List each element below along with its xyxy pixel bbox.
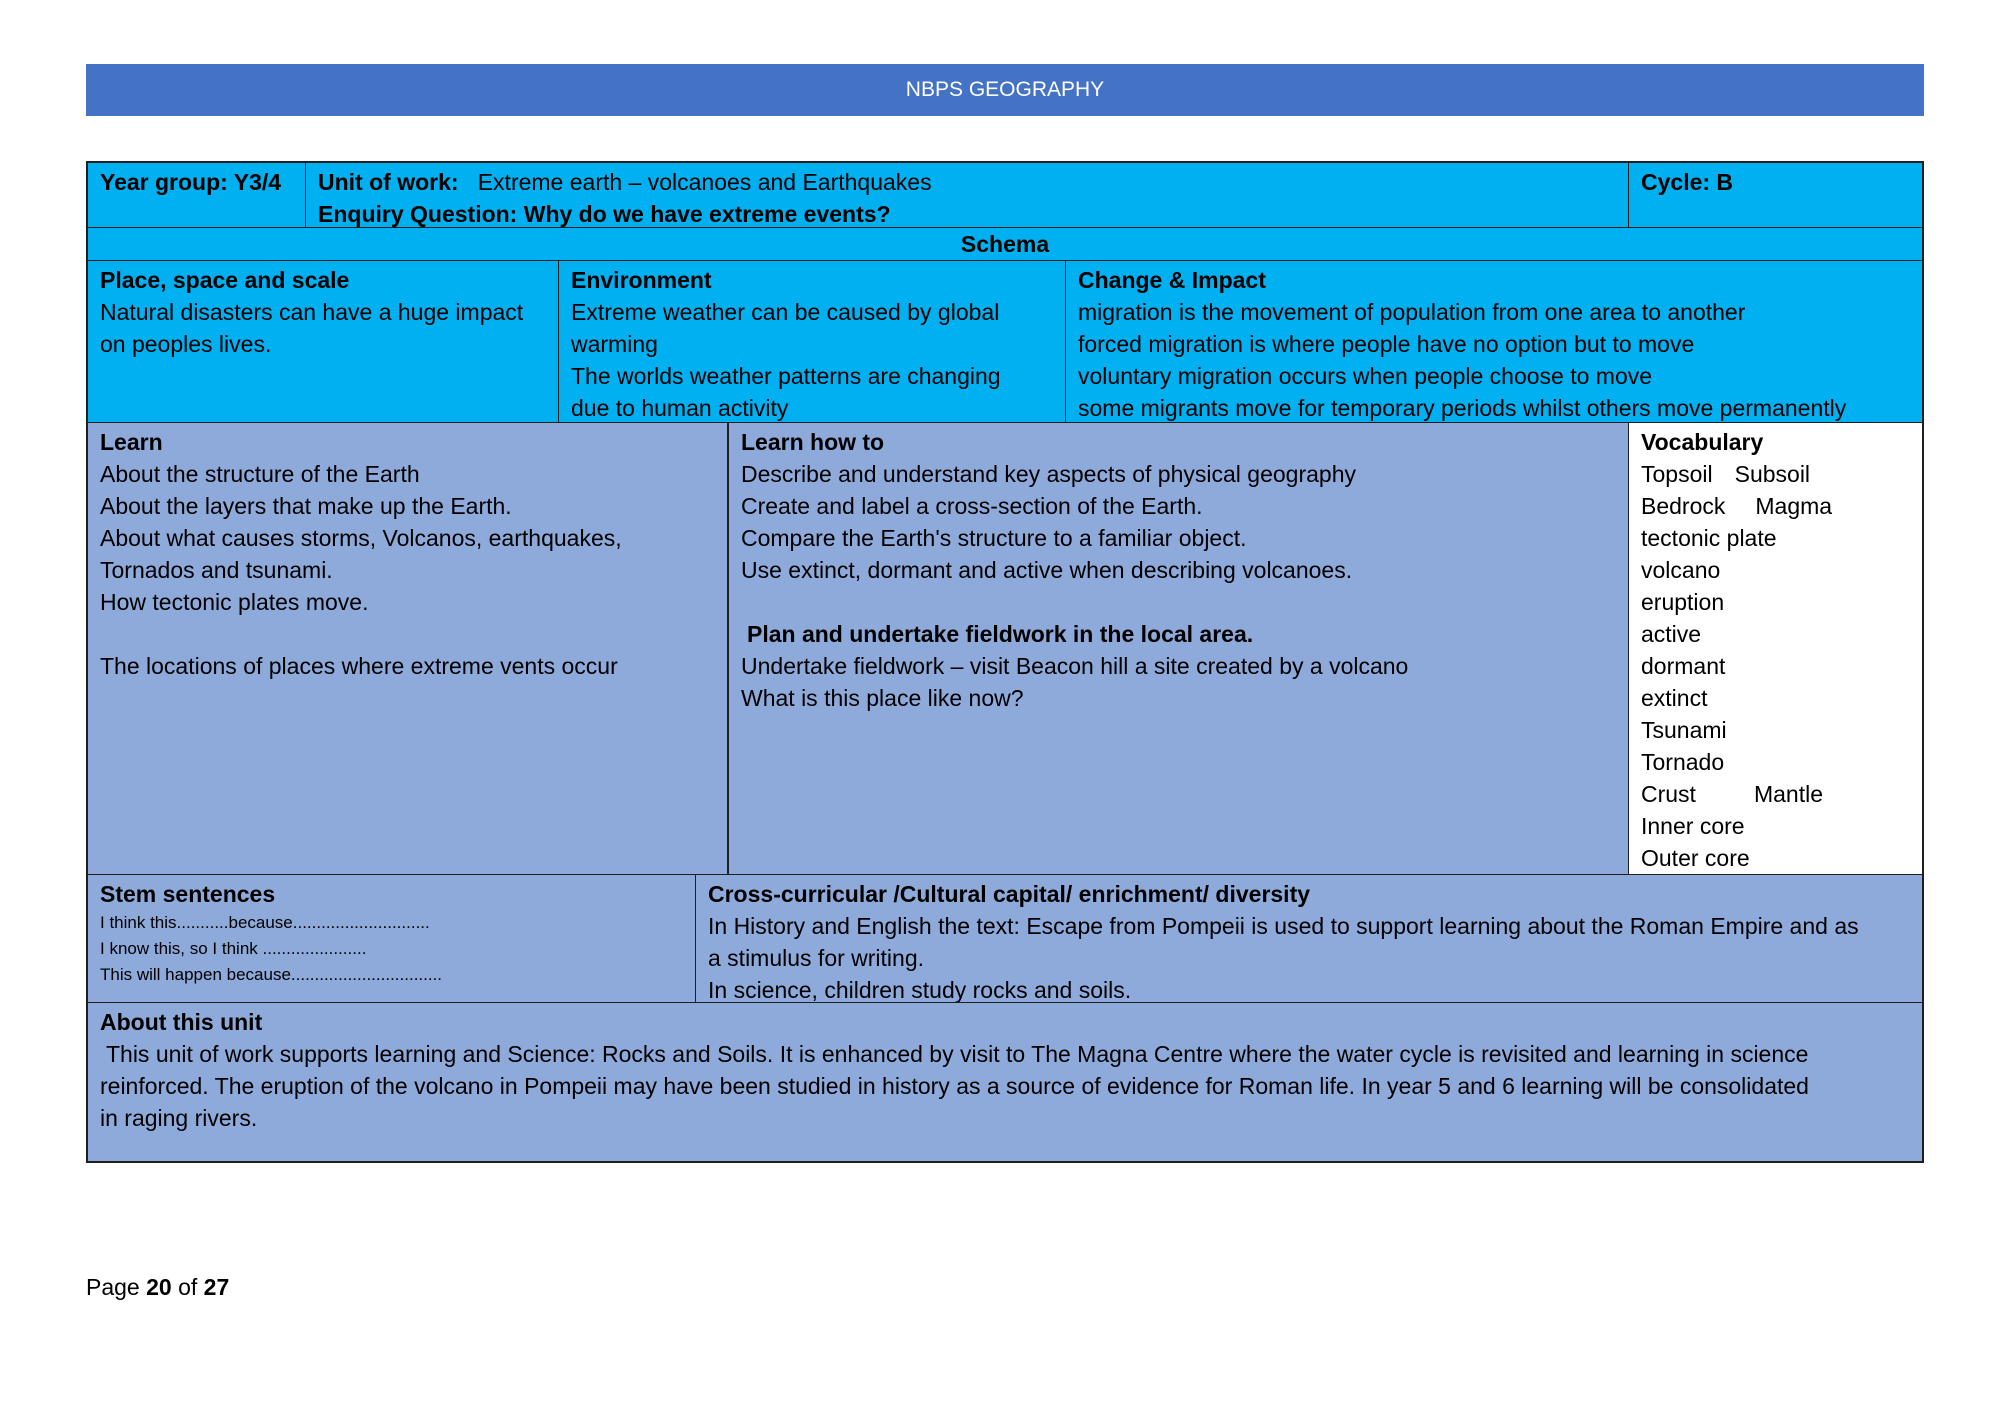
environment-cell: [559, 261, 1066, 422]
vocab-word: dormant: [1641, 653, 1726, 679]
page-prefix: Page: [86, 1274, 140, 1300]
vocab-word: Subsoil: [1734, 461, 1811, 487]
vocab-word: Crust: [1641, 781, 1696, 807]
change-line: migration is the movement of population from one area to another: [1078, 299, 1746, 325]
learn-line: About the layers that make up the Earth.: [100, 493, 512, 519]
vocab-word: Bedrock: [1641, 493, 1726, 519]
environment-line: The worlds weather patterns are changing: [571, 363, 1001, 389]
vocab-word: Outer core: [1641, 845, 1750, 871]
cross-heading: Cross-curricular /Cultural capital/ enrichment/ diversity: [708, 881, 1311, 907]
fieldwork-line: Undertake fieldwork – visit Beacon hill a site created by a volcano: [741, 653, 1409, 679]
environment-line: due to human activity: [571, 395, 789, 421]
vocab-word: extinct: [1641, 685, 1708, 711]
environment-heading: Environment: [571, 267, 712, 293]
cycle-cell: Cycle: B: [1641, 169, 1734, 195]
learn-line: About the structure of the Earth: [100, 461, 420, 487]
vocabulary-heading: Vocabulary: [1641, 429, 1764, 455]
environment-line: warming: [571, 331, 658, 357]
stem-cross-row: [88, 875, 1922, 1003]
fieldwork-line: What is this place like now?: [741, 685, 1024, 711]
cross-curricular-cell: [696, 875, 1922, 1002]
place-line: Natural disasters can have a huge impact: [100, 299, 524, 325]
learn-line: About what causes storms, Volcanos, earthquakes,: [100, 525, 622, 551]
document-title: NBPS GEOGRAPHY: [905, 78, 1105, 101]
stem-line: I know this, so I think ......................: [100, 939, 367, 958]
learn-line: The locations of places where extreme vents occur: [100, 653, 618, 679]
vocab-word: Mantle: [1753, 781, 1823, 807]
vocab-word: Tsunami: [1641, 717, 1727, 743]
cross-line: In science, children study rocks and soils.: [708, 977, 1132, 1002]
schema-heading: Schema: [960, 231, 1050, 257]
schema-row: [88, 228, 1922, 261]
year-group-cell: Year group: Y3/4: [88, 163, 306, 227]
fieldwork-heading: Plan and undertake fieldwork in the local area.: [747, 621, 1254, 647]
about-row: [88, 1003, 1922, 1161]
stem-heading: Stem sentences: [100, 881, 276, 907]
vocab-word: eruption: [1641, 589, 1725, 615]
stem-line: This will happen because................................: [100, 965, 443, 984]
page-number-footer: [86, 1274, 229, 1301]
schema-content-row: [88, 261, 1922, 423]
change-impact-cell: [1066, 261, 1922, 422]
place-space-scale-cell: [88, 261, 559, 422]
about-unit-cell: [88, 1003, 1922, 1161]
learn-heading: Learn: [100, 429, 163, 455]
vocab-word: Magma: [1755, 493, 1833, 519]
about-line: This unit of work supports learning and Science: Rocks and Soils. It is enhanced by visit to The Magna Centre where the water cycle is revisited and learning in science: [100, 1041, 1809, 1067]
change-line: voluntary migration occurs when people choose to move: [1078, 363, 1653, 389]
learn-cell: [88, 423, 729, 874]
vocab-word: Tornado: [1641, 749, 1725, 775]
learn-how-line: Compare the Earth's structure to a familiar object.: [741, 525, 1247, 551]
enquiry-question: Enquiry Question: Why do we have extreme events?: [318, 201, 891, 227]
change-line: forced migration is where people have no option but to move: [1078, 331, 1695, 357]
about-line: reinforced. The eruption of the volcano in Pompeii may have been studied in history as a source of evidence for Roman life. In year 5 and 6 learning will be consolidated: [100, 1073, 1809, 1099]
vocab-word: active: [1641, 621, 1702, 647]
learning-row: [88, 423, 1922, 875]
vocab-word: Topsoil: [1641, 461, 1713, 487]
unit-info-row: [88, 163, 1922, 228]
about-line: in raging rivers.: [100, 1105, 258, 1131]
stem-sentences-cell: [88, 875, 696, 1002]
learn-how-line: Create and label a cross-section of the Earth.: [741, 493, 1203, 519]
environment-line: Extreme weather can be caused by global: [571, 299, 1000, 325]
change-heading: Change & Impact: [1078, 267, 1266, 293]
change-line: some migrants move for temporary periods whilst others move permanently: [1078, 395, 1847, 421]
learn-how-heading: Learn how to: [741, 429, 885, 455]
stem-line: I think this...........because.............................: [100, 913, 430, 932]
learn-line: How tectonic plates move.: [100, 589, 369, 615]
place-heading: Place, space and scale: [100, 267, 350, 293]
vocab-word: tectonic plate: [1641, 525, 1777, 551]
learn-how-to-cell: [729, 423, 1629, 874]
learn-how-line: Use extinct, dormant and active when describing volcanoes.: [741, 557, 1353, 583]
total-pages: 27: [203, 1274, 230, 1300]
place-line: on peoples lives.: [100, 331, 272, 357]
unit-label: Unit of work:: [318, 169, 459, 195]
learn-line: Tornados and tsunami.: [100, 557, 333, 583]
unit-value: Extreme earth – volcanoes and Earthquakes: [477, 169, 932, 195]
cross-line: In History and English the text: Escape from Pompeii is used to support learning about the Roman Empire and as: [708, 913, 1859, 939]
current-page: 20: [146, 1274, 172, 1300]
vocab-word: Inner core: [1641, 813, 1745, 839]
vocab-word: volcano: [1641, 557, 1721, 583]
about-heading: About this unit: [100, 1009, 263, 1035]
cross-line: a stimulus for writing.: [708, 945, 925, 971]
learn-how-line: Describe and understand key aspects of physical geography: [741, 461, 1356, 487]
unit-plan-table: [86, 161, 1924, 1163]
document-header-banner: [86, 64, 1924, 116]
unit-of-work-cell: [306, 163, 1629, 227]
vocabulary-cell: [1629, 423, 1922, 874]
page-of: of: [178, 1274, 198, 1300]
